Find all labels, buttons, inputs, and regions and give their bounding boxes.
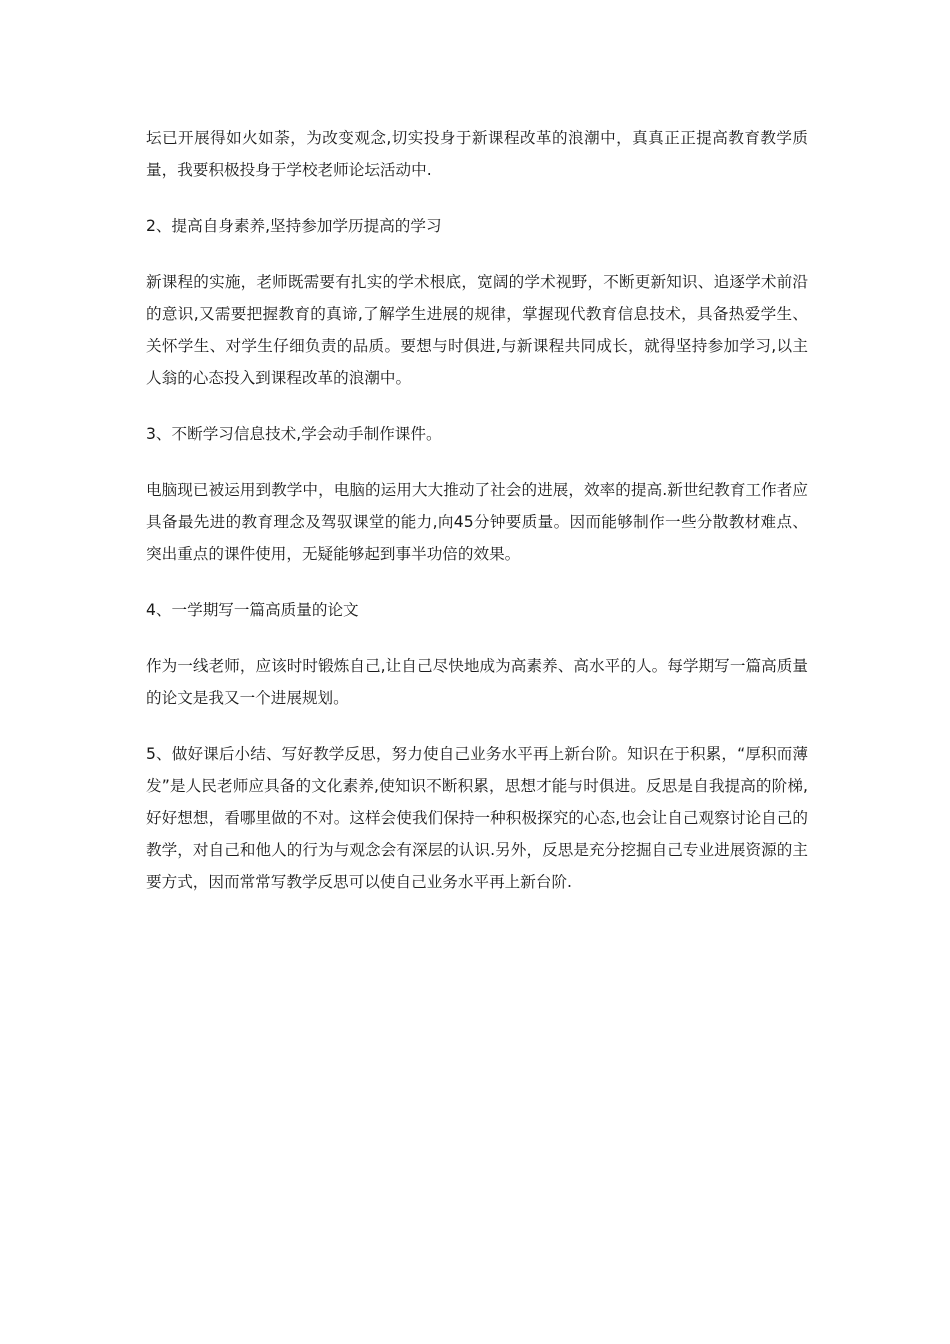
paragraph-section-2: 新课程的实施，老师既需要有扎实的学术根底，宽阔的学术视野，不断更新知识、追逐学术前沿的意识,又需要把握教育的真谛,了解学生进展的规律，掌握现代教育信息技术，具备热爱学生、关怀学生、对学生仔细负责的品质。要想与时俱进,与新课程共同成长，就得坚持参加学习,以主人翁的心态投入到课程改革的浪潮中。 bbox=[146, 273, 808, 387]
paragraph-section-4: 作为一线老师，应该时时锻炼自己,让自己尽快地成为高素养、高水平的人。每学期写一篇高质量的论文是我又一个进展规划。 bbox=[146, 657, 808, 707]
paragraph-intro: 坛已开展得如火如荼，为改变观念,切实投身于新课程改革的浪潮中，真真正正提高教育教学质量，我要积极投身于学校老师论坛活动中. bbox=[146, 129, 808, 179]
document-body bbox=[146, 122, 808, 922]
paragraph-section-3: 电脑现已被运用到教学中，电脑的运用大大推动了社会的进展，效率的提高.新世纪教育工作者应具备最先进的教育理念及驾驭课堂的能力,向45分钟要质量。因而能够制作一些分散教材难点、突出重点的课件使用，无疑能够起到事半功倍的效果。 bbox=[146, 481, 808, 563]
section-heading-2: 2、提高自身素养,坚持参加学历提高的学习 bbox=[146, 217, 442, 235]
section-heading-4: 4、一学期写一篇高质量的论文 bbox=[146, 601, 359, 619]
section-heading-3: 3、不断学习信息技术,学会动手制作课件。 bbox=[146, 425, 442, 443]
paragraph-section-5: 5、做好课后小结、写好教学反思，努力使自己业务水平再上新台阶。知识在于积累，“厚积而薄发”是人民老师应具备的文化素养,使知识不断积累，思想才能与时俱进。反思是自我提高的阶梯,好好想想，看哪里做的不对。这样会使我们保持一种积极探究的心态,也会让自己观察讨论自己的教学，对自己和他人的行为与观念会有深层的认识.另外，反思是充分挖掘自己专业进展资源的主要方式，因而常常写教学反思可以使自己业务水平再上新台阶. bbox=[146, 745, 808, 891]
